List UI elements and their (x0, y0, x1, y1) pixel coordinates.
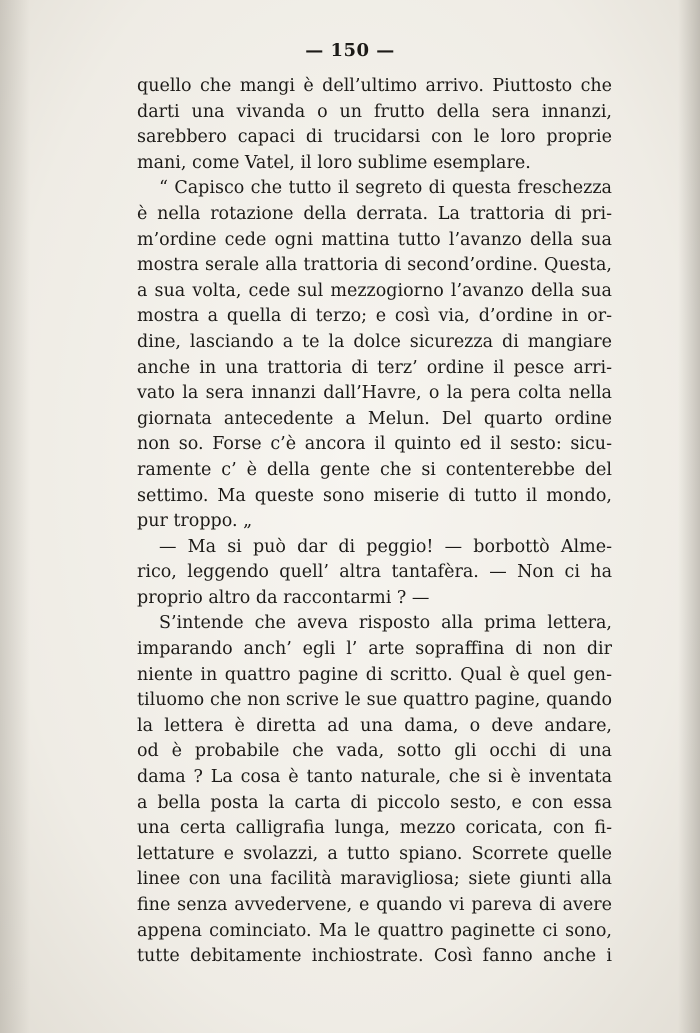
text-line: vato la sera innanzi dall’Havre, o la pera colta nella (137, 383, 612, 404)
text-line: rico, leggendo quell’ altra tantafèra. — Non ci ha (137, 562, 612, 583)
text-line: mani, come Vatel, il loro sublime esemplare. (137, 152, 531, 173)
text-line: non so. Forse c’è ancora il quinto ed il sesto: sicu- (137, 434, 612, 455)
text-line: giornata antecedente a Melun. Del quarto ordine (137, 408, 612, 429)
text-line: darti una vivanda o un frutto della sera innanzi, (137, 101, 612, 122)
text-line: imparando anch’ egli l’ arte sopraffina di non dir (137, 639, 612, 660)
text-line: è nella rotazione della derrata. La trattoria di pri- (137, 203, 612, 224)
body-text (137, 74, 612, 970)
text-line: mostra serale alla trattoria di second’ordine. Questa, (137, 255, 612, 276)
text-line: proprio altro da raccontarmi ? — (137, 587, 430, 608)
text-line: la lettera è diretta ad una dama, o deve andare, (137, 715, 612, 736)
text-line: mostra a quella di terzo; e così via, d’ordine in or- (137, 306, 612, 327)
text-line: m’ordine cede ogni mattina tutto l’avanzo della sua (137, 229, 612, 250)
text-line: pur troppo. „ (137, 511, 253, 532)
text-line: linee con una facilità maravigliosa; siete giunti alla (137, 869, 612, 890)
text-line: a bella posta la carta di piccolo sesto, e con essa (137, 792, 612, 813)
text-line: “ Capisco che tutto il segreto di questa freschezza (159, 178, 612, 199)
text-line: od è probabile che vada, sotto gli occhi di una (137, 741, 612, 762)
text-line: tiluomo che non scrive le sue quattro pagine, quando (137, 690, 612, 711)
text-line: a sua volta, cede sul mezzogiorno l’avanzo della sua (137, 280, 612, 301)
text-line: S’intende che aveva risposto alla prima lettera, (159, 613, 612, 634)
page-number: — 150 — (305, 40, 395, 61)
text-line: — Ma si può dar di peggio! — borbottò Alme- (159, 536, 612, 557)
text-line: tutte debitamente inchiostrate. Così fanno anche i (137, 946, 612, 967)
text-line: una certa calligrafia lunga, mezzo coricata, con fi- (137, 818, 612, 839)
text-line: ramente c’ è della gente che si contenterebbe del (137, 459, 612, 480)
text-line: dine, lasciando a te la dolce sicurezza di mangiare (137, 331, 612, 352)
text-line: anche in una trattoria di terz’ ordine il pesce arri- (137, 357, 612, 378)
text-line: dama ? La cosa è tanto naturale, che si è inventata (137, 767, 612, 788)
text-line: appena cominciato. Ma le quattro paginette ci sono, (137, 920, 612, 941)
text-line: quello che mangi è dell’ultimo arrivo. Piuttosto che (137, 76, 612, 96)
text-line: fine senza avvedervene, e quando vi pareva di avere (137, 895, 612, 915)
text-line: settimo. Ma queste sono miserie di tutto il mondo, (137, 485, 612, 506)
text-line: lettature e svolazzi, a tutto spiano. Scorrete quelle (137, 843, 612, 864)
text-line: niente in quattro pagine di scritto. Qual è quel gen- (137, 664, 612, 685)
text-line: sarebbero capaci di trucidarsi con le loro proprie (137, 127, 612, 148)
